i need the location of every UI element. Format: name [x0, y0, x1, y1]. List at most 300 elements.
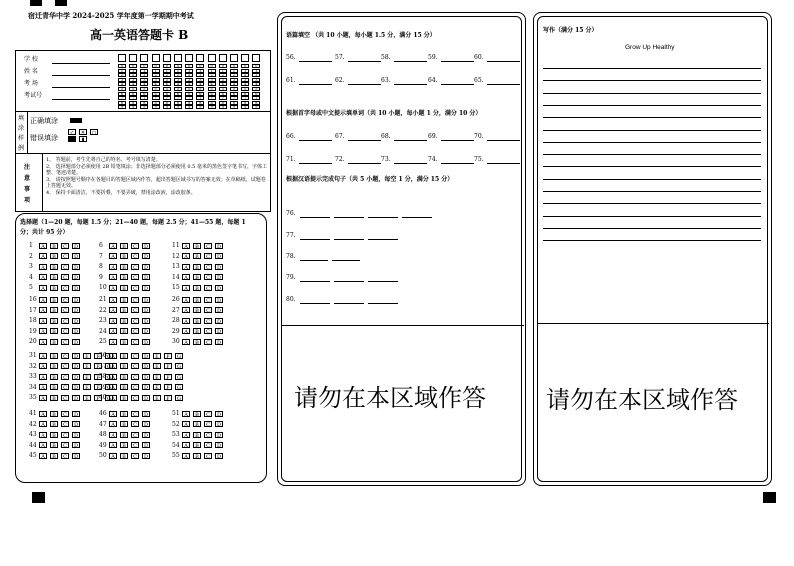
exam-number-bubble[interactable]: 9	[230, 105, 238, 109]
answer-bubble[interactable]: D	[143, 339, 148, 346]
answer-bubble[interactable]: A	[109, 274, 117, 280]
answer-bubble[interactable]: B	[193, 442, 201, 448]
info-line-room[interactable]	[52, 87, 110, 88]
exam-number-bubble[interactable]: 0	[118, 64, 126, 68]
answer-bubble[interactable]: D	[143, 453, 148, 460]
answer-bubble[interactable]: D	[143, 297, 148, 304]
answer-bubble[interactable]: D	[73, 422, 78, 428]
answer-blank[interactable]	[348, 55, 381, 62]
answer-bubble[interactable]: E	[83, 353, 91, 359]
answer-bubble[interactable]: C	[61, 243, 69, 249]
answer-bubble[interactable]: D	[73, 275, 78, 281]
exam-number-bubble[interactable]: 6	[230, 92, 238, 96]
answer-bubble[interactable]: C	[204, 307, 212, 313]
answer-bubble[interactable]: A	[39, 363, 47, 369]
answer-bubble[interactable]: C	[61, 421, 69, 427]
answer-bubble[interactable]: B	[193, 339, 201, 345]
answer-bubble[interactable]: D	[143, 353, 148, 360]
exam-number-bubble[interactable]: 4	[230, 82, 238, 86]
info-line-school[interactable]	[52, 63, 110, 64]
answer-blank[interactable]	[332, 254, 360, 261]
exam-number-bubble[interactable]: 8	[174, 101, 182, 105]
exam-number-bubble[interactable]: 0	[230, 64, 238, 68]
exam-number-bubble[interactable]: 5	[252, 87, 260, 91]
answer-blank[interactable]	[348, 157, 381, 164]
answer-bubble[interactable]: D	[73, 243, 78, 250]
exam-number-bubble[interactable]: 1	[230, 69, 238, 73]
answer-bubble[interactable]: A	[39, 274, 47, 280]
answer-bubble[interactable]: A	[109, 285, 117, 291]
exam-number-bubble[interactable]: 8	[252, 101, 260, 105]
answer-bubble[interactable]: G	[107, 374, 111, 381]
answer-bubble[interactable]: D	[73, 264, 78, 271]
answer-bubble[interactable]: C	[61, 274, 69, 280]
exam-number-bubble[interactable]: 5	[129, 87, 137, 91]
answer-blank[interactable]	[300, 233, 330, 240]
answer-bubble[interactable]: D	[73, 285, 78, 292]
answer-bubble[interactable]: A	[109, 318, 117, 324]
exam-number-bubble[interactable]: 5	[152, 87, 160, 91]
exam-number-bubble[interactable]: 2	[174, 73, 182, 77]
answer-bubble[interactable]: A	[109, 253, 117, 259]
answer-blank[interactable]	[348, 134, 381, 141]
answer-blank[interactable]	[348, 78, 381, 85]
info-line-name[interactable]	[52, 75, 110, 76]
answer-bubble[interactable]: D	[143, 411, 148, 418]
exam-number-bubble[interactable]: 7	[152, 96, 160, 100]
exam-number-bubble[interactable]: 6	[241, 92, 249, 96]
answer-bubble[interactable]: D	[73, 339, 78, 346]
exam-number-bubble[interactable]: 6	[185, 92, 193, 96]
answer-bubble[interactable]: D	[216, 275, 221, 281]
answer-bubble[interactable]: B	[120, 307, 128, 313]
answer-bubble[interactable]: D	[73, 308, 78, 314]
answer-bubble[interactable]: C	[131, 421, 139, 427]
exam-number-bubble[interactable]: 1	[185, 69, 193, 73]
answer-bubble[interactable]: D	[216, 297, 221, 304]
exam-number-bubble[interactable]: 3	[230, 78, 238, 82]
answer-bubble[interactable]: A	[39, 339, 47, 345]
answer-bubble[interactable]: C	[131, 328, 139, 334]
answer-bubble[interactable]: C	[131, 453, 139, 459]
answer-bubble[interactable]: B	[193, 264, 201, 270]
exam-number-bubble[interactable]: 9	[219, 105, 227, 109]
answer-blank[interactable]	[300, 254, 328, 261]
answer-bubble[interactable]: B	[50, 339, 58, 345]
answer-bubble[interactable]: C	[131, 264, 139, 270]
answer-bubble[interactable]: C	[61, 353, 69, 359]
writing-line[interactable]	[543, 117, 761, 118]
exam-number-bubble[interactable]: 0	[252, 64, 260, 68]
answer-bubble[interactable]: B	[120, 353, 128, 359]
answer-bubble[interactable]: C	[131, 363, 139, 369]
answer-bubble[interactable]: C	[131, 253, 139, 259]
exam-number-write-box[interactable]	[252, 54, 260, 62]
answer-bubble[interactable]: D	[73, 374, 78, 381]
answer-bubble[interactable]: F	[94, 374, 102, 380]
answer-bubble[interactable]: A	[39, 253, 47, 259]
answer-bubble[interactable]: A	[109, 307, 117, 313]
exam-number-bubble[interactable]: 1	[152, 69, 160, 73]
exam-number-bubble[interactable]: 9	[152, 105, 160, 109]
answer-bubble[interactable]: A	[109, 442, 117, 448]
exam-number-bubble[interactable]: 9	[208, 105, 216, 109]
answer-bubble[interactable]: A	[39, 432, 47, 438]
exam-number-bubble[interactable]: 9	[174, 105, 182, 109]
exam-number-bubble[interactable]: 6	[174, 92, 182, 96]
exam-number-bubble[interactable]: 1	[163, 69, 171, 73]
exam-number-bubble[interactable]: 2	[152, 73, 160, 77]
answer-blank[interactable]	[299, 157, 332, 164]
exam-number-bubble[interactable]: 4	[208, 82, 216, 86]
exam-number-bubble[interactable]: 3	[118, 78, 126, 82]
exam-number-bubble[interactable]: 2	[230, 73, 238, 77]
exam-number-bubble[interactable]: 2	[185, 73, 193, 77]
answer-blank[interactable]	[299, 78, 332, 85]
exam-number-bubble[interactable]: 7	[230, 96, 238, 100]
answer-bubble[interactable]: C	[204, 442, 212, 448]
answer-blank[interactable]	[300, 211, 330, 218]
exam-number-bubble[interactable]: 4	[241, 82, 249, 86]
exam-number-bubble[interactable]: 8	[152, 101, 160, 105]
exam-number-write-box[interactable]	[163, 54, 171, 62]
answer-bubble[interactable]: D	[143, 443, 148, 449]
answer-bubble[interactable]: D	[216, 254, 221, 260]
answer-bubble[interactable]: F	[94, 395, 102, 401]
answer-bubble[interactable]: B	[50, 395, 58, 401]
exam-number-bubble[interactable]: 1	[219, 69, 227, 73]
exam-number-bubble[interactable]: 6	[208, 92, 216, 96]
exam-number-bubble[interactable]: 9	[129, 105, 137, 109]
answer-blank[interactable]	[394, 78, 427, 85]
answer-blank[interactable]	[368, 233, 398, 240]
answer-bubble[interactable]: D	[143, 432, 148, 439]
exam-number-bubble[interactable]: 5	[118, 87, 126, 91]
writing-line[interactable]	[543, 142, 761, 143]
exam-number-bubble[interactable]: 3	[129, 78, 137, 82]
answer-bubble[interactable]: A	[109, 243, 117, 249]
exam-number-bubble[interactable]: 0	[152, 64, 160, 68]
exam-number-bubble[interactable]: 6	[219, 92, 227, 96]
answer-bubble[interactable]: C	[204, 253, 212, 259]
answer-bubble[interactable]: A	[109, 353, 117, 359]
answer-bubble[interactable]: D	[73, 254, 78, 260]
exam-number-bubble[interactable]: 6	[163, 92, 171, 96]
answer-bubble[interactable]: B	[50, 384, 58, 390]
exam-number-bubble[interactable]: 5	[196, 87, 204, 91]
answer-bubble[interactable]: B	[193, 421, 201, 427]
exam-number-bubble[interactable]: 8	[129, 101, 137, 105]
answer-bubble[interactable]: C	[61, 453, 69, 459]
answer-bubble[interactable]: C	[204, 264, 212, 270]
exam-number-bubble[interactable]: 4	[174, 82, 182, 86]
answer-bubble[interactable]: D	[216, 264, 221, 271]
exam-number-bubble[interactable]: 1	[196, 69, 204, 73]
answer-bubble[interactable]: C	[131, 442, 139, 448]
answer-bubble[interactable]: B	[120, 318, 128, 324]
exam-number-bubble[interactable]: 8	[241, 101, 249, 105]
exam-number-bubble[interactable]: 2	[140, 73, 148, 77]
answer-bubble[interactable]: D	[73, 318, 78, 325]
exam-number-bubble[interactable]: 2	[163, 73, 171, 77]
answer-blank[interactable]	[300, 297, 330, 304]
answer-bubble[interactable]: C	[61, 363, 69, 369]
writing-line[interactable]	[543, 216, 761, 217]
answer-bubble[interactable]: B	[120, 395, 128, 401]
exam-number-bubble[interactable]: 1	[208, 69, 216, 73]
exam-number-bubble[interactable]: 4	[152, 82, 160, 86]
answer-bubble[interactable]: A	[109, 264, 117, 270]
answer-bubble[interactable]: B	[120, 243, 128, 249]
answer-bubble[interactable]: B	[193, 253, 201, 259]
exam-number-bubble[interactable]: 7	[129, 96, 137, 100]
exam-number-bubble[interactable]: 4	[163, 82, 171, 86]
answer-bubble[interactable]: D	[143, 318, 148, 325]
answer-bubble[interactable]: B	[120, 384, 128, 390]
answer-bubble[interactable]: D	[143, 243, 148, 250]
exam-number-bubble[interactable]: 2	[129, 73, 137, 77]
answer-blank[interactable]	[402, 211, 432, 218]
exam-number-bubble[interactable]: 2	[208, 73, 216, 77]
answer-bubble[interactable]: C	[61, 432, 69, 438]
answer-bubble[interactable]: A	[182, 253, 190, 259]
answer-bubble[interactable]: A	[39, 411, 47, 417]
answer-bubble[interactable]: B	[50, 274, 58, 280]
answer-blank[interactable]	[394, 134, 427, 141]
answer-bubble[interactable]: B	[120, 285, 128, 291]
answer-bubble[interactable]: D	[143, 329, 148, 335]
exam-number-bubble[interactable]: 9	[140, 105, 148, 109]
exam-number-bubble[interactable]: 6	[118, 92, 126, 96]
answer-bubble[interactable]: B	[193, 318, 201, 324]
answer-bubble[interactable]: D	[143, 374, 148, 381]
answer-bubble[interactable]: C	[61, 442, 69, 448]
answer-bubble[interactable]: B	[120, 328, 128, 334]
exam-number-bubble[interactable]: 8	[163, 101, 171, 105]
answer-bubble[interactable]: A	[109, 297, 117, 303]
exam-number-bubble[interactable]: 5	[208, 87, 216, 91]
answer-bubble[interactable]: A	[182, 339, 190, 345]
answer-blank[interactable]	[299, 55, 332, 62]
exam-number-bubble[interactable]: 7	[252, 96, 260, 100]
answer-bubble[interactable]: C	[61, 307, 69, 313]
answer-bubble[interactable]: A	[182, 264, 190, 270]
answer-bubble[interactable]: D	[73, 443, 78, 449]
answer-bubble[interactable]: D	[143, 364, 148, 370]
answer-bubble[interactable]: A	[39, 395, 47, 401]
exam-number-bubble[interactable]: 3	[174, 78, 182, 82]
exam-number-bubble[interactable]: 1	[174, 69, 182, 73]
answer-bubble[interactable]: A	[109, 453, 117, 459]
exam-number-bubble[interactable]: 6	[140, 92, 148, 96]
answer-bubble[interactable]: C	[61, 395, 69, 401]
answer-bubble[interactable]: B	[120, 374, 128, 380]
exam-number-bubble[interactable]: 6	[129, 92, 137, 96]
answer-bubble[interactable]: C	[61, 285, 69, 291]
answer-blank[interactable]	[441, 157, 474, 164]
exam-number-bubble[interactable]: 7	[174, 96, 182, 100]
answer-bubble[interactable]: B	[50, 297, 58, 303]
answer-bubble[interactable]: B	[193, 328, 201, 334]
exam-number-write-box[interactable]	[129, 54, 137, 62]
exam-number-write-box[interactable]	[152, 54, 160, 62]
exam-number-bubble[interactable]: 7	[118, 96, 126, 100]
answer-bubble[interactable]: C	[131, 384, 139, 390]
exam-number-bubble[interactable]: 7	[185, 96, 193, 100]
exam-number-bubble[interactable]: 3	[196, 78, 204, 82]
answer-bubble[interactable]: D	[73, 395, 78, 402]
answer-bubble[interactable]: B	[50, 411, 58, 417]
answer-bubble[interactable]: C	[131, 339, 139, 345]
writing-line[interactable]	[543, 179, 761, 180]
answer-bubble[interactable]: A	[39, 421, 47, 427]
answer-bubble[interactable]: C	[131, 353, 139, 359]
answer-bubble[interactable]: C	[61, 411, 69, 417]
answer-bubble[interactable]: B	[193, 243, 201, 249]
exam-number-bubble[interactable]: 7	[140, 96, 148, 100]
answer-bubble[interactable]: D	[143, 395, 148, 402]
answer-bubble[interactable]: D	[216, 411, 221, 418]
info-line-exam-number[interactable]	[52, 99, 110, 100]
exam-number-bubble[interactable]: 3	[241, 78, 249, 82]
answer-bubble[interactable]: B	[50, 243, 58, 249]
exam-number-bubble[interactable]: 9	[118, 105, 126, 109]
answer-bubble[interactable]: C	[204, 274, 212, 280]
exam-number-bubble[interactable]: 2	[118, 73, 126, 77]
answer-bubble[interactable]: C	[204, 432, 212, 438]
answer-bubble[interactable]: C	[131, 274, 139, 280]
exam-number-bubble[interactable]: 2	[241, 73, 249, 77]
answer-bubble[interactable]: B	[193, 297, 201, 303]
answer-bubble[interactable]: D	[216, 453, 221, 460]
answer-bubble[interactable]: B	[120, 453, 128, 459]
exam-number-bubble[interactable]: 0	[241, 64, 249, 68]
answer-bubble[interactable]: A	[39, 374, 47, 380]
answer-bubble[interactable]: B	[120, 264, 128, 270]
answer-bubble[interactable]: B	[120, 432, 128, 438]
exam-number-bubble[interactable]: 1	[140, 69, 148, 73]
answer-bubble[interactable]: C	[204, 285, 212, 291]
writing-line[interactable]	[543, 68, 761, 69]
exam-number-bubble[interactable]: 0	[196, 64, 204, 68]
exam-number-bubble[interactable]: 0	[208, 64, 216, 68]
exam-number-bubble[interactable]: 7	[208, 96, 216, 100]
exam-number-write-box[interactable]	[174, 54, 182, 62]
exam-number-bubble[interactable]: 8	[219, 101, 227, 105]
answer-bubble[interactable]: B	[120, 297, 128, 303]
answer-bubble[interactable]: E	[83, 374, 91, 380]
answer-bubble[interactable]: D	[216, 285, 221, 292]
answer-bubble[interactable]: B	[50, 421, 58, 427]
answer-bubble[interactable]: C	[131, 285, 139, 291]
answer-bubble[interactable]: B	[50, 328, 58, 334]
answer-blank[interactable]	[368, 297, 398, 304]
exam-number-bubble[interactable]: 4	[185, 82, 193, 86]
exam-number-bubble[interactable]: 5	[174, 87, 182, 91]
answer-bubble[interactable]: F	[164, 363, 172, 369]
answer-bubble[interactable]: C	[131, 374, 139, 380]
answer-bubble[interactable]: D	[143, 285, 148, 292]
answer-bubble[interactable]: B	[50, 285, 58, 291]
answer-bubble[interactable]: A	[182, 432, 190, 438]
exam-number-bubble[interactable]: 7	[241, 96, 249, 100]
exam-number-bubble[interactable]: 1	[252, 69, 260, 73]
answer-bubble[interactable]: F	[164, 395, 172, 401]
exam-number-bubble[interactable]: 2	[252, 73, 260, 77]
answer-bubble[interactable]: B	[120, 274, 128, 280]
answer-bubble[interactable]: A	[182, 442, 190, 448]
answer-blank[interactable]	[300, 275, 330, 282]
answer-bubble[interactable]: D	[216, 443, 221, 449]
answer-bubble[interactable]: B	[193, 274, 201, 280]
answer-bubble[interactable]: A	[39, 243, 47, 249]
answer-bubble[interactable]: A	[109, 432, 117, 438]
answer-bubble[interactable]: B	[193, 411, 201, 417]
writing-line[interactable]	[543, 105, 761, 106]
answer-blank[interactable]	[334, 233, 364, 240]
answer-blank[interactable]	[441, 55, 474, 62]
answer-bubble[interactable]: D	[143, 422, 148, 428]
exam-number-bubble[interactable]: 0	[219, 64, 227, 68]
answer-blank[interactable]	[487, 157, 520, 164]
answer-bubble[interactable]: D	[216, 422, 221, 428]
exam-number-bubble[interactable]: 8	[230, 101, 238, 105]
writing-line[interactable]	[543, 191, 761, 192]
answer-bubble[interactable]: G	[177, 364, 181, 370]
answer-blank[interactable]	[487, 55, 520, 62]
answer-bubble[interactable]: B	[193, 432, 201, 438]
answer-bubble[interactable]: C	[61, 297, 69, 303]
answer-blank[interactable]	[394, 157, 427, 164]
exam-number-bubble[interactable]: 3	[185, 78, 193, 82]
exam-number-bubble[interactable]: 4	[129, 82, 137, 86]
answer-bubble[interactable]: G	[107, 385, 111, 391]
answer-bubble[interactable]: A	[39, 328, 47, 334]
exam-number-bubble[interactable]: 9	[241, 105, 249, 109]
answer-bubble[interactable]: A	[39, 353, 47, 359]
exam-number-bubble[interactable]: 0	[185, 64, 193, 68]
answer-bubble[interactable]: A	[39, 384, 47, 390]
writing-line[interactable]	[543, 130, 761, 131]
answer-bubble[interactable]: E	[153, 374, 161, 380]
exam-number-bubble[interactable]: 6	[252, 92, 260, 96]
exam-number-bubble[interactable]: 9	[163, 105, 171, 109]
exam-number-bubble[interactable]: 9	[185, 105, 193, 109]
answer-bubble[interactable]: A	[182, 411, 190, 417]
answer-bubble[interactable]: D	[143, 275, 148, 281]
answer-bubble[interactable]: D	[216, 339, 221, 346]
exam-number-write-box[interactable]	[185, 54, 193, 62]
answer-bubble[interactable]: B	[193, 307, 201, 313]
answer-bubble[interactable]: A	[39, 453, 47, 459]
exam-number-bubble[interactable]: 1	[118, 69, 126, 73]
exam-number-bubble[interactable]: 6	[152, 92, 160, 96]
answer-bubble[interactable]: C	[204, 411, 212, 417]
exam-number-bubble[interactable]: 3	[252, 78, 260, 82]
exam-number-bubble[interactable]: 5	[219, 87, 227, 91]
answer-bubble[interactable]: C	[131, 307, 139, 313]
answer-bubble[interactable]: B	[50, 253, 58, 259]
answer-blank[interactable]	[334, 275, 364, 282]
answer-bubble[interactable]: D	[73, 353, 78, 360]
exam-number-bubble[interactable]: 2	[196, 73, 204, 77]
answer-bubble[interactable]: G	[177, 353, 181, 360]
answer-bubble[interactable]: D	[216, 432, 221, 439]
exam-number-bubble[interactable]: 0	[174, 64, 182, 68]
answer-bubble[interactable]: B	[50, 432, 58, 438]
answer-bubble[interactable]: E	[83, 363, 91, 369]
answer-bubble[interactable]: B	[120, 421, 128, 427]
